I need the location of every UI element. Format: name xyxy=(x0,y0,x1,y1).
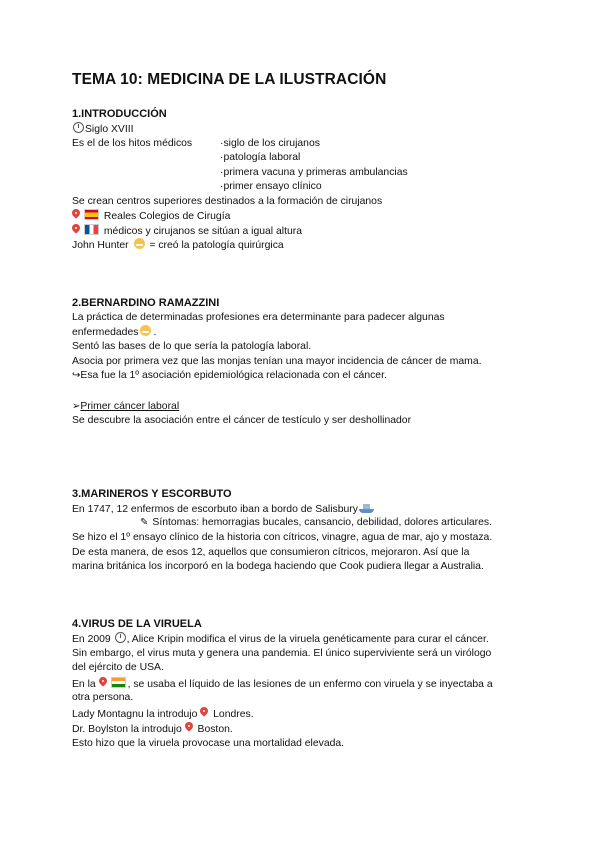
subheading-line: ➢Primer cáncer laboral xyxy=(72,401,180,412)
paragraph-line: del ejército de USA. xyxy=(72,662,164,673)
section-4-heading: 4.VIRUS DE LA VIRUELA xyxy=(72,618,202,630)
symptoms-line: ✎ Síntomas: hemorragias bucales, cansancio, debilidad, dolores articulares. xyxy=(140,517,492,528)
pin-icon xyxy=(72,209,80,220)
grimace-emoji-icon xyxy=(140,325,151,336)
hito-item: ·patología laboral xyxy=(220,152,301,163)
face-emoji-icon xyxy=(134,238,145,249)
pin-icon xyxy=(200,707,208,718)
hito-item: ·primer ensayo clínico xyxy=(220,181,322,192)
symptom-icon: ✎ xyxy=(140,517,149,528)
section-2-heading: 2.BERNARDINO RAMAZZINI xyxy=(72,297,220,309)
ship-icon xyxy=(359,502,374,513)
france-line: médicos y cirujanos se sitúan a igual altura xyxy=(72,224,302,239)
clock-icon xyxy=(73,122,84,133)
paragraph-line: En 2009 , Alice Kripin modifica el virus de la viruela genéticamente para curar el cáncer. xyxy=(72,634,489,645)
paragraph-line: En la , se usaba el líquido de las lesiones de un enfermo con viruela y se inyectaba a xyxy=(72,679,493,690)
paragraph-line: Asocia por primera vez que las monjas tenían una mayor incidencia de cáncer de mama. xyxy=(72,356,482,367)
pin-icon xyxy=(72,224,80,235)
pin-icon xyxy=(185,722,193,733)
hunter-line: John Hunter = creó la patología quirúrgica xyxy=(72,240,284,251)
spain-flag-icon xyxy=(84,209,99,220)
page-title: TEMA 10: MEDICINA DE LA ILUSTRACIÓN xyxy=(72,71,387,88)
section-1-heading: 1.INTRODUCCIÓN xyxy=(72,108,167,120)
paragraph-line: En 1747, 12 enfermos de escorbuto iban a bordo de Salisbury xyxy=(72,502,374,517)
paragraph-line: enfermedades . xyxy=(72,327,157,338)
clock-icon xyxy=(115,632,126,643)
spain-line: Reales Colegios de Cirugía xyxy=(72,209,230,224)
pin-icon xyxy=(99,677,107,688)
paragraph-line: otra persona. xyxy=(72,692,134,703)
arrow-right-icon: ➢ xyxy=(72,401,81,412)
paragraph-line: marina británica los incorporó en la bodega haciendo que Cook pudiera llegar a Australia. xyxy=(72,561,484,572)
paragraph-line: La práctica de determinadas profesiones era determinante para padecer algunas xyxy=(72,312,445,323)
centros-line: Se crean centros superiores destinados a la formación de cirujanos xyxy=(72,196,383,207)
paragraph-line: Sin embargo, el virus muta y genera una pandemia. El único superviviente será un virólogo xyxy=(72,648,492,659)
paragraph-line: Se hizo el 1º ensayo clínico de la historia con cítricos, vinagre, agua de mar, ajo y mostaza. xyxy=(72,532,493,543)
hito-item: ·siglo de los cirujanos xyxy=(220,138,320,149)
paragraph-line: ↪Esa fue la 1º asociación epidemiológica relacionada con el cáncer. xyxy=(72,370,387,381)
paragraph-line: Lady Montagnu la introdujo Londres. xyxy=(72,709,254,720)
section-3-heading: 3.MARINEROS Y ESCORBUTO xyxy=(72,488,232,500)
paragraph-line: Dr. Boylston la introdujo Boston. xyxy=(72,724,233,735)
paragraph-line: De esta manera, de esos 12, aquellos que consumieron cítricos, mejoraron. Así que la xyxy=(72,547,470,558)
siglo-line: Siglo XVIII xyxy=(72,122,134,137)
hitos-label: Es el de los hitos médicos xyxy=(72,138,193,149)
arrow-icon: ↪ xyxy=(72,370,81,381)
paragraph-line: Esto hizo que la viruela provocase una mortalidad elevada. xyxy=(72,738,345,749)
paragraph-line: Sentó las bases de lo que sería la patología laboral. xyxy=(72,341,312,352)
hito-item: ·primera vacuna y primeras ambulancias xyxy=(220,167,408,178)
france-flag-icon xyxy=(84,224,99,235)
india-flag-icon xyxy=(111,677,126,688)
paragraph-line: Se descubre la asociación entre el cáncer de testículo y ser deshollinador xyxy=(72,415,412,426)
